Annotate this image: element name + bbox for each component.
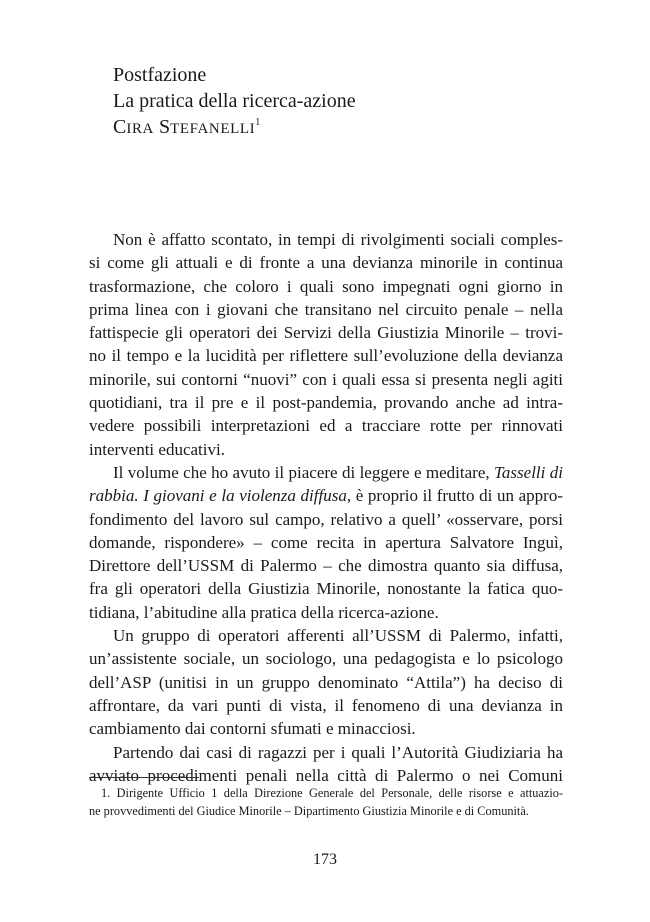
text-line: dell’ASP (unitisi in un gruppo denominato “Attila”) ha deciso di <box>89 672 563 692</box>
footnote <box>89 784 563 820</box>
author-initial-c: C <box>113 116 127 138</box>
text-line: cambiamento dai contorni sfumati e minacciosi. <box>89 719 416 739</box>
paragraph-2 <box>89 461 563 624</box>
text-line: Non è affatto scontato, in tempi di rivolgimenti sociali comples- <box>113 230 563 249</box>
text-line: interventi educativi. <box>89 439 225 459</box>
footnote-line: ne provvedimenti del Giudice Minorile – Dipartimento Giustizia Minorile e di Comunità. <box>89 804 529 818</box>
text-line: avviato procedimenti penali nella città di Palermo o nei Comuni <box>89 765 563 785</box>
text-line <box>89 484 563 507</box>
text-run: , è proprio il frutto di un appro- <box>346 486 563 506</box>
body-text <box>89 228 563 787</box>
text-line: Partendo dai casi di ragazzi per i quali l’Autorità Giudiziaria ha <box>113 742 563 762</box>
text-line: prima linea con i giovani che transitano nel circuito penale – nella <box>89 299 563 319</box>
text-line: fra gli operatori della Giustizia Minorile, nonostante la fatica quo- <box>89 579 563 599</box>
chapter-title: La pratica della ricerca-azione <box>113 90 356 112</box>
text-line: un’assistente sociale, un sociologo, una pedagogista e lo psicologo <box>89 649 563 669</box>
text-line: fattispecie gli operatori dei Servizi della Giustizia Minorile – trovi- <box>89 323 563 343</box>
paragraph-1 <box>89 228 563 461</box>
author-initial-s: S <box>158 116 171 138</box>
author-name <box>113 114 356 144</box>
text-line: vedere possibili interpretazioni ed a tracciare rotte per rinnovati <box>89 416 563 436</box>
text-line: quotidiani, tra il pre e il post-pandemia, provando anche ad intra- <box>89 393 563 413</box>
footnote-line: 1. Dirigente Ufficio 1 della Direzione Generale del Personale, delle risorse e attuazio- <box>101 786 563 800</box>
text-line: fondimento del lavoro sul campo, relativo a quell’ «osservare, porsi <box>89 509 563 529</box>
text-line: no il tempo e la lucidità per riflettere sull’evoluzione della devianza <box>89 346 563 366</box>
footnote-separator <box>89 777 199 778</box>
text-line: minorile, sui contorni “nuovi” con i quali essa si presenta negli agiti <box>89 369 563 389</box>
text-line: affrontare, da vari punti di vista, il fenomeno di una devianza in <box>89 695 563 715</box>
text-line: tidiana, l’abitudine alla pratica della ricerca-azione. <box>89 602 439 622</box>
book-title-italic: rabbia. I giovani e la violenza diffusa <box>89 486 347 506</box>
text-line: Direttore dell’USSM di Palermo – che dimostra quanto sia diffusa, <box>89 556 563 576</box>
paragraph-4 <box>89 741 563 788</box>
page-number: 173 <box>313 851 337 868</box>
text-line: domande, rispondere» – come recita in apertura Salvatore Inguì, <box>89 532 563 552</box>
book-title-italic: Tasselli di <box>494 462 563 482</box>
author-last-rest: TEFANELLI <box>170 121 256 137</box>
paragraph-3 <box>89 624 563 740</box>
text-line <box>89 461 563 484</box>
text-line: Un gruppo di operatori afferenti all’USSM di Palermo, infatti, <box>113 626 563 646</box>
section-title: Postfazione <box>113 64 207 86</box>
chapter-heading <box>113 62 356 144</box>
text-run: Il volume che ho avuto il piacere di leggere e meditare, <box>113 462 490 482</box>
footnote-reference: 1 <box>255 117 261 128</box>
author-first-rest: IRA <box>126 121 154 137</box>
text-line: si come gli attuali e di fronte a una devianza minorile in continua <box>89 253 563 273</box>
text-line: trasformazione, che coloro i quali sono impegnati ogni giorno in <box>89 276 563 296</box>
